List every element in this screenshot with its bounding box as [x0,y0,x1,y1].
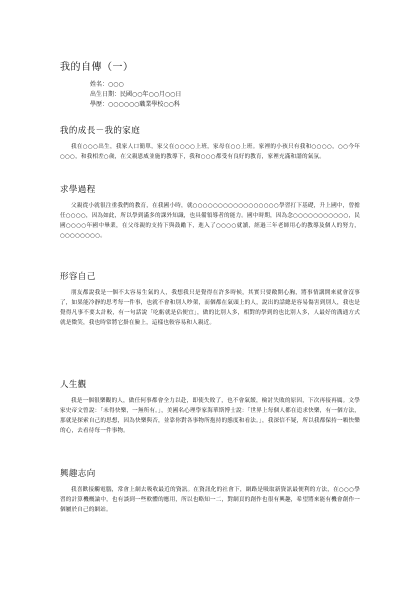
section-interests [60,467,360,515]
section-paragraph: 我在○○○出生，我家人口簡單，家父在○○○○上班，家母在○○上班。家裡的小孩只有我和○○○○，○○今年○○○，和我相差○歲，在父親恩威並施的教導下，我和○○○都受有良好的教育，家裡充滿和諧的氣氛。 [60,144,360,160]
document-title: 我的自傳（一） [60,62,134,73]
personal-info [90,80,181,110]
section-paragraph: 朋友都說我是一個不太容易生氣的人，我想我只是覺得在許多時候，其實只要敞開心胸，將事情講開來就會沒事了，如果能冷靜的思考每一件事，也就不會和別人吵架，而個都在氣頭上的人，說出的話總是容易傷害到別人，我也是覺得凡事不要太計較，有一句話說「吃虧就是佔便宜」，做的比別人多，相對的學到的也比別人多，人最好的溝通方式就是微笑，我也時常將它掛在臉上，這樣也較容易和人親近。 [60,290,360,326]
section-heading: 我的成長－我的家庭 [60,126,141,136]
section-paragraph: 我是一個很樂觀的人，做任何事都會全力以赴，即使失敗了，也不會氣餒，檢討失敗的原因，下次再接再厲。文學家史帝文曾說：「未得快樂，一無所有。」，美國名心理學家海華斯博士說：「世界上每個人都在追求快樂，有一個方法，那就是探索自己的思想，因為快樂與否，並靠你對各事物所抱持的態度和看法。」，我深信不疑，所以我都保持一顆快樂的心，去看待每一件事物。 [60,398,360,434]
section-heading: 人生觀 [60,380,87,390]
section-life-view [60,378,360,436]
section-heading: 興趣志向 [60,469,96,479]
section-heading: 求學過程 [60,185,96,195]
section-paragraph: 我喜歡接觸電腦，常會上網去吸收最近的資訊。在資訊化的社會下，網路是吸取新資訊最便利的方法，在○○○學習的計算機概論中，也有談到一些軟體的應用，所以也略知一二，對網頁的創作也很有興趣，希望將來能有機會創作一個屬於自己的網站。 [60,487,360,513]
section-education [60,183,360,241]
info-birthdate: 出生日期：民國○○年○○月○○日 [90,91,182,98]
section-self-description [60,270,360,328]
section-heading: 形容自己 [60,272,96,282]
info-education: 學歷：○○○○○○職業學校○○科 [90,101,180,108]
section-paragraph: 父親從小就很注重我們的教育，在我國小時，就○○○○○○○○○○○○○○○○○學習打下基礎，升上國中，曾擔任○○○○，因為如此，所以學到滿多的課外知識，也具備領導者的能力。國中時期，因為念○○○○○○○○○○○，民國○○○○年國中畢業，在父母親的支持下與鼓勵下，進入了○○○○就讀，經過三年老師用心的教導及個人的努力，○○○○○○○○。 [60,203,360,239]
info-name: 姓名：○○○ [90,81,124,88]
section-family [60,124,360,162]
